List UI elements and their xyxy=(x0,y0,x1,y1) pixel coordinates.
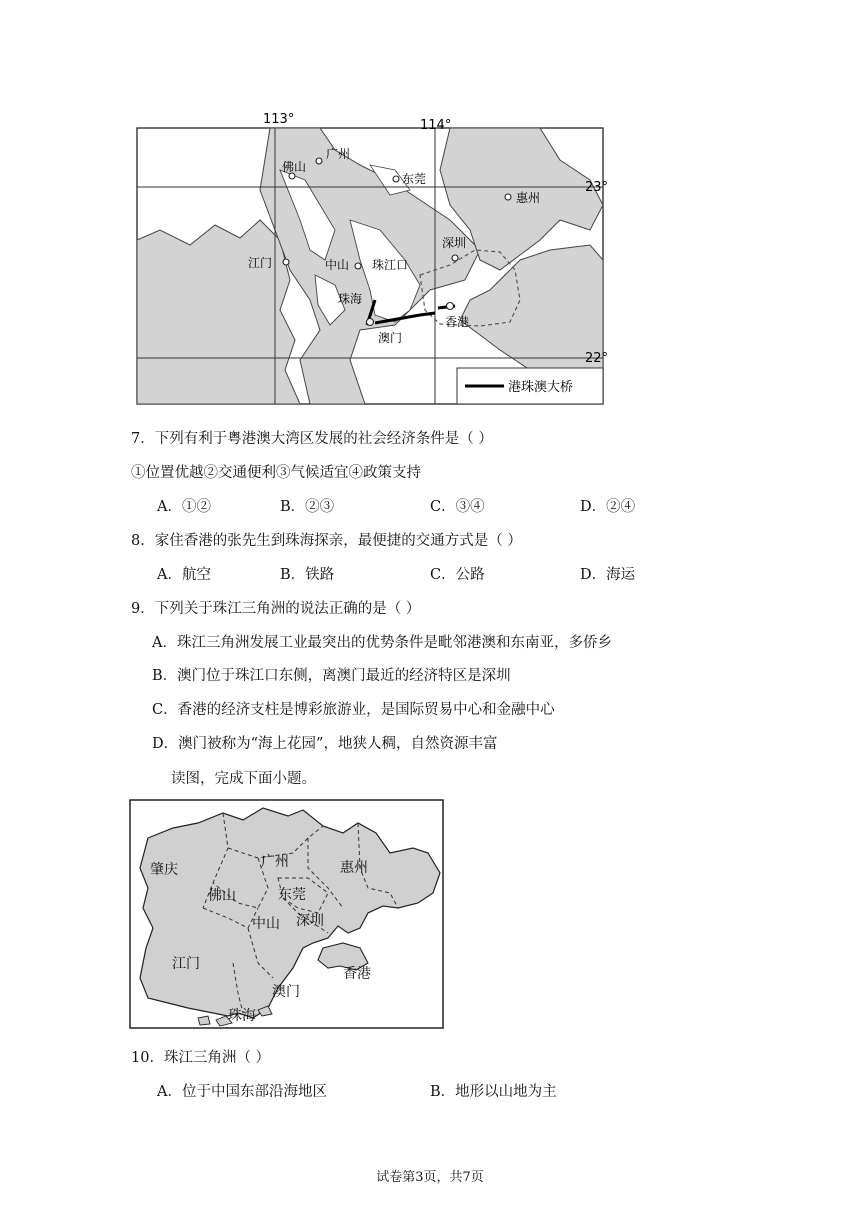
question-7-stem: 7．下列有利于粤港澳大湾区发展的社会经济条件是（ ） xyxy=(131,431,493,447)
pearl-river-delta-bridge-map xyxy=(120,110,620,410)
city-label-guangzhou: 广州 xyxy=(326,147,351,161)
question-7-option-d: D．②④ xyxy=(580,499,636,515)
reading-instruction: 读图，完成下面小题。 xyxy=(171,771,316,787)
question-8-option-a: A．航空 xyxy=(157,567,211,583)
region-label-jiangmen: 江门 xyxy=(172,956,200,972)
question-7-option-b: B．②③ xyxy=(280,499,335,515)
page-footer: 试卷第3页，共7页 xyxy=(376,1170,484,1185)
region-label-shenzhen: 深圳 xyxy=(296,913,324,929)
city-label-huizhou: 惠州 xyxy=(516,191,541,205)
region-label-zhaoqing: 肇庆 xyxy=(150,862,178,878)
question-8-option-b: B．铁路 xyxy=(280,567,335,583)
city-label-foshan: 佛山 xyxy=(282,160,307,174)
question-9-option-d: D．澳门被称为“海上花园”，地狭人稠，自然资源丰富 xyxy=(152,736,498,752)
question-8-option-c: C．公路 xyxy=(430,567,485,583)
region-label-huizhou: 惠州 xyxy=(340,860,368,876)
region-label-zhongshan: 中山 xyxy=(252,916,280,932)
city-label-hongkong: 香港 xyxy=(445,315,470,329)
region-label-guangzhou: 广州 xyxy=(261,854,289,870)
lat-label-23: 23° xyxy=(585,180,609,195)
question-7-option-a: A．①② xyxy=(157,499,211,515)
question-9-stem: 9．下列关于珠江三角洲的说法正确的是（ ） xyxy=(131,601,421,617)
city-label-zhujiangkou: 珠江口 xyxy=(372,258,409,272)
question-7-option-c: C．③④ xyxy=(430,499,485,515)
city-label-zhuhai: 珠海 xyxy=(338,292,363,306)
question-9-option-b: B．澳门位于珠江口东侧，离澳门最近的经济特区是深圳 xyxy=(152,668,511,684)
region-label-dongguan: 东莞 xyxy=(278,887,306,903)
region-label-macao: 澳门 xyxy=(272,984,300,1000)
region-label-foshan: 佛山 xyxy=(208,888,236,904)
legend-bridge-label: 港珠澳大桥 xyxy=(508,380,574,395)
question-10-option-b: B．地形以山地为主 xyxy=(430,1084,557,1100)
question-9-option-a: A．珠江三角洲发展工业最突出的优势条件是毗邻港澳和东南亚，多侨乡 xyxy=(152,635,612,651)
question-10-stem: 10．珠江三角洲（ ） xyxy=(131,1050,271,1066)
question-10-option-a: A．位于中国东部沿海地区 xyxy=(157,1084,327,1100)
lat-label-22: 22° xyxy=(585,351,609,366)
city-label-shenzhen: 深圳 xyxy=(442,236,467,250)
city-label-jiangmen: 江门 xyxy=(248,256,273,270)
city-label-dongguan: 东莞 xyxy=(402,172,427,186)
lon-label-113: 113° xyxy=(263,112,295,127)
city-label-zhongshan: 中山 xyxy=(325,258,350,272)
question-8-stem: 8．家住香港的张先生到珠海探亲，最便捷的交通方式是（ ） xyxy=(131,533,522,549)
region-label-hongkong: 香港 xyxy=(343,966,371,982)
lon-label-114: 114° xyxy=(420,118,452,133)
pearl-river-delta-cities-map xyxy=(128,798,446,1032)
question-8-option-d: D．海运 xyxy=(580,567,636,583)
region-label-zhuhai: 珠海 xyxy=(228,1008,256,1024)
city-label-macao: 澳门 xyxy=(378,331,403,345)
question-7-conditions: ①位置优越②交通便利③气候适宜④政策支持 xyxy=(131,465,421,481)
question-9-option-c: C．香港的经济支柱是博彩旅游业，是国际贸易中心和金融中心 xyxy=(152,702,555,718)
